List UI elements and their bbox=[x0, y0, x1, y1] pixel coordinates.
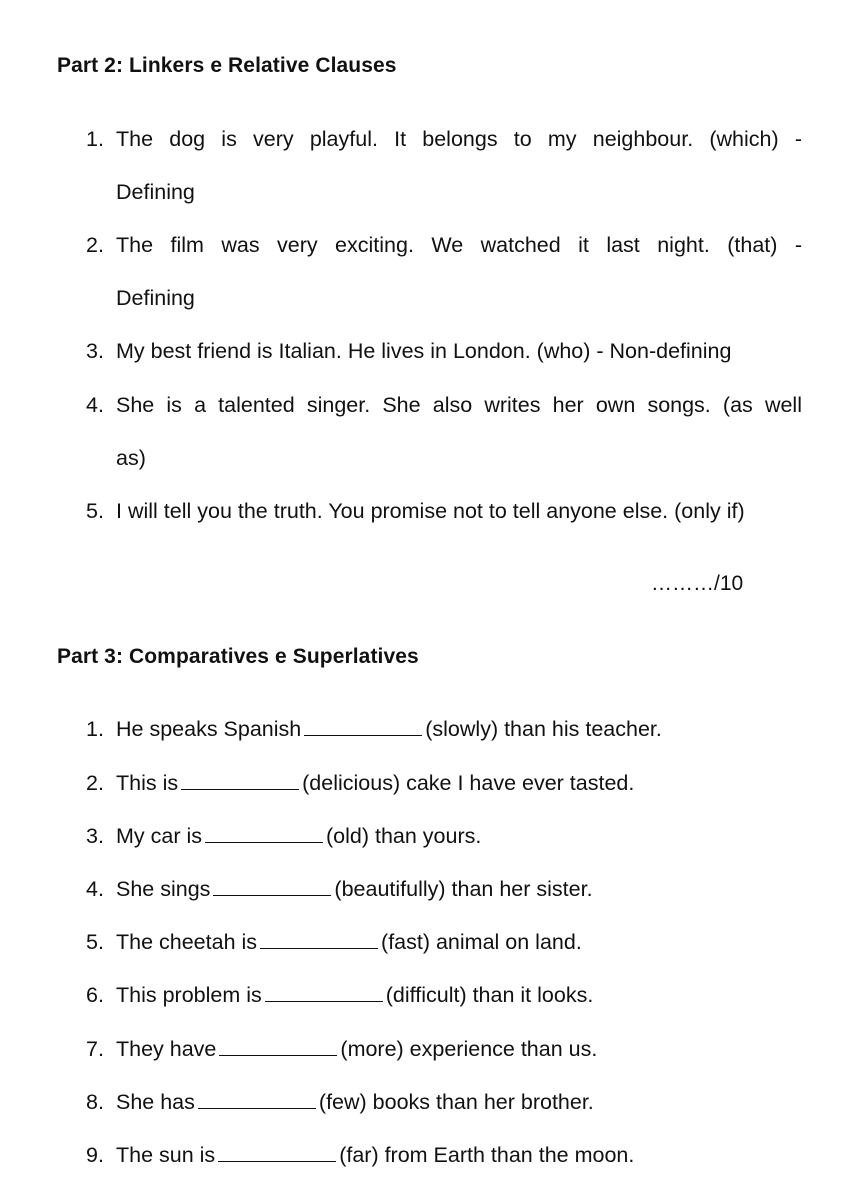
answer-blank[interactable] bbox=[260, 930, 378, 949]
answer-blank[interactable] bbox=[205, 824, 323, 843]
item-text-after: (delicious) cake I have ever tasted. bbox=[302, 771, 635, 795]
answer-blank[interactable] bbox=[181, 771, 299, 790]
answer-blank[interactable] bbox=[213, 877, 331, 896]
answer-blank[interactable] bbox=[265, 983, 383, 1002]
item-number: 1. bbox=[86, 127, 104, 151]
item-number: 6. bbox=[86, 983, 104, 1007]
item-number: 2. bbox=[86, 233, 104, 257]
item-text-before: She sings bbox=[116, 877, 211, 901]
item-number: 9. bbox=[86, 1143, 104, 1167]
item-number: 3. bbox=[86, 339, 104, 363]
item-text: The dog is very playful. It belongs to my neighbour. (which) - bbox=[116, 127, 802, 151]
answer-blank[interactable] bbox=[304, 717, 422, 736]
item-text: My best friend is Italian. He lives in London. (who) - Non-defining bbox=[116, 339, 732, 363]
item-text-before: He speaks Spanish bbox=[116, 717, 302, 741]
item-text-before: This is bbox=[116, 771, 179, 795]
part2-score: ………/10 bbox=[651, 572, 744, 595]
item-text-after: (fast) animal on land. bbox=[381, 930, 582, 954]
part2-item-4-continuation: as) bbox=[116, 446, 146, 470]
item-number: 1. bbox=[86, 717, 104, 741]
item-text-after: (far) from Earth than the moon. bbox=[339, 1143, 635, 1167]
item-number: 7. bbox=[86, 1037, 104, 1061]
item-text: She is a talented singer. She also writes her own songs. (as well bbox=[116, 393, 802, 417]
item-text-before: She has bbox=[116, 1090, 195, 1114]
item-text: The film was very exciting. We watched it last night. (that) - bbox=[116, 233, 802, 257]
item-number: 3. bbox=[86, 824, 104, 848]
item-text-after: (few) books than her brother. bbox=[318, 1090, 594, 1114]
answer-blank[interactable] bbox=[219, 1037, 337, 1056]
item-text-after: (difficult) than it looks. bbox=[385, 983, 594, 1007]
answer-blank[interactable] bbox=[198, 1090, 316, 1109]
part3-heading: Part 3: Comparatives e Superlatives bbox=[57, 645, 419, 668]
item-number: 5. bbox=[86, 499, 104, 523]
item-text: I will tell you the truth. You promise not to tell anyone else. (only if) bbox=[116, 499, 745, 523]
item-text-before: My car is bbox=[116, 824, 202, 848]
part2-heading: Part 2: Linkers e Relative Clauses bbox=[57, 54, 397, 77]
item-number: 2. bbox=[86, 771, 104, 795]
item-text-after: (slowly) than his teacher. bbox=[425, 717, 662, 741]
item-text-before: The cheetah is bbox=[116, 930, 258, 954]
item-text-after: (old) than yours. bbox=[326, 824, 482, 848]
item-text-before: They have bbox=[116, 1037, 217, 1061]
part2-item-2-continuation: Defining bbox=[116, 286, 195, 310]
item-number: 5. bbox=[86, 930, 104, 954]
part2-item-1-continuation: Defining bbox=[116, 180, 195, 204]
item-text-before: This problem is bbox=[116, 983, 262, 1007]
item-number: 4. bbox=[86, 877, 104, 901]
item-text-after: (more) experience than us. bbox=[340, 1037, 598, 1061]
item-number: 4. bbox=[86, 393, 104, 417]
answer-blank[interactable] bbox=[218, 1143, 336, 1162]
item-text-after: (beautifully) than her sister. bbox=[334, 877, 593, 901]
item-number: 8. bbox=[86, 1090, 104, 1114]
item-text-before: The sun is bbox=[116, 1143, 216, 1167]
